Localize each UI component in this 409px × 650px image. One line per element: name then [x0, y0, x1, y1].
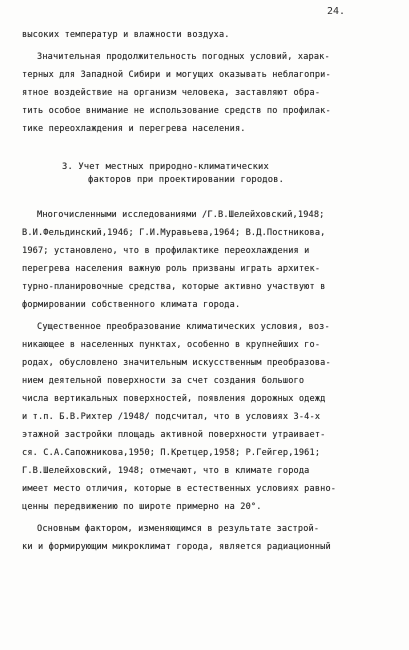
section-heading: факторов при проектировании городов.: [88, 175, 285, 185]
text-line: этажной застройки площадь активной поверхности утраивает-: [22, 430, 326, 440]
text-line: Существенное преобразование климатических условия, воз-: [37, 322, 330, 332]
text-line: ятное воздействие на организм человека, заставляют обра-: [22, 88, 321, 98]
text-line: перегрева населения важную роль призваны играть архитек-: [22, 264, 321, 274]
text-line: тить особое внимание не использование средств по профилак-: [22, 106, 331, 116]
text-line: ценны передвижению по широте примерно на 20°.: [22, 502, 262, 512]
text-line: турно-планировочные средства, которые активно участвуют в: [22, 282, 326, 292]
text-line: родах, обусловлено значительным искусственным преобразова-: [22, 358, 331, 368]
text-line: Значительная продолжительность погодных условий, харак-: [37, 52, 330, 62]
text-line: никающее в населенных пунктах, особенно в крупнейших го-: [22, 340, 321, 350]
text-line: Г.В.Шелейховский, 1948; отмечают, что в климате города: [22, 466, 310, 476]
text-line: формировании собственного климата города.: [22, 300, 241, 310]
text-line: имеет место отличия, которые в естественных условиях равно-: [22, 484, 337, 494]
page-number: 24.: [327, 6, 346, 17]
text-line: тике переохлаждения и перегрева населения.: [22, 124, 246, 134]
section-heading: 3. Учет местных природно-климатических: [62, 162, 269, 172]
text-line: Основным фактором, изменяющимся в результате застрой-: [37, 524, 320, 534]
text-line: и т.п. Б.В.Рихтер /1948/ подсчитал, что в условиях 3-4-х: [22, 412, 321, 422]
text-line: терных для Западной Сибири и могущих оказывать неблагопри-: [22, 70, 331, 80]
text-line: ки и формирующим микроклимат города, является радиационный: [22, 542, 331, 552]
text-line: нием деятельной поверхности за счет создания большого: [22, 376, 305, 386]
text-line: ся. С.А.Сапожникова,1950; П.Кретцер,1958; Р.Гейгер,1961;: [22, 448, 321, 458]
text-line: числа вертикальных поверхностей, появления дорожных одежд: [22, 394, 326, 404]
text-line: В.И.Фельдинский,1946; Г.И.Муравьева,1964; В.Д.Постникова,: [22, 228, 326, 238]
text-line: 1967; установлено, что в профилактике переохлаждения и: [22, 246, 310, 256]
text-line: высоких температур и влажности воздуха.: [22, 30, 230, 40]
text-line: Многочисленными исследованиями /Г.В.Шелейховский,1948;: [37, 210, 325, 220]
